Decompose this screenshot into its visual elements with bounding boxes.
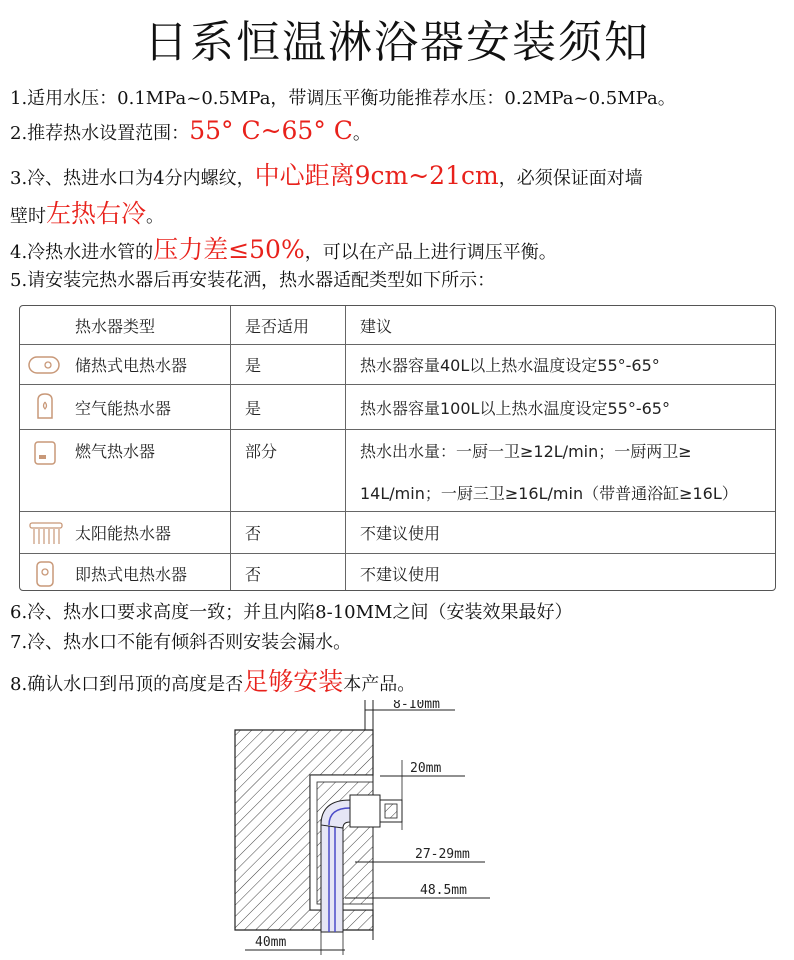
item-3-rest: ，必须保证面对墙: [498, 168, 643, 189]
table-row: [20, 384, 775, 429]
header-type: 热水器类型: [75, 316, 156, 336]
instant-heater-icon: [34, 560, 56, 588]
header-advice: 建议: [360, 316, 393, 336]
header-applicable: 是否适用: [245, 316, 310, 336]
item-8-end: 本产品。: [343, 674, 416, 695]
item-3-cont: [10, 194, 164, 230]
table-row: [20, 429, 775, 511]
applicable-cell: 是: [245, 398, 262, 418]
item-7: 7.冷、热水口不能有倾斜否则安装会漏水。: [10, 632, 352, 653]
table-row: [20, 553, 775, 591]
item-2-label: 2.推荐热水设置范围：: [10, 123, 190, 144]
item-8-text: 确认水口到吊顶的高度是否: [27, 674, 244, 695]
heater-table: [19, 305, 776, 591]
advice-cell: 不建议使用: [360, 524, 441, 543]
dim-2729-label: 27-29mm: [415, 847, 470, 862]
installation-diagram: [225, 700, 505, 958]
table-row: [20, 344, 775, 384]
item-8: [10, 662, 415, 698]
item-5: 5.请安装完热水器后再安装花洒，热水器适配类型如下所示：: [10, 270, 496, 291]
dim-20-label: 20mm: [410, 761, 442, 776]
type-cell: 储热式电热水器: [75, 356, 188, 375]
type-cell: 燃气热水器: [75, 441, 156, 461]
item-3-distance: 中心距离9cm~21cm: [254, 161, 499, 190]
type-cell: 空气能热水器: [75, 398, 172, 418]
item-3-wall: 壁时: [10, 206, 46, 227]
item-2-temp-range: 55° C~65° C: [189, 116, 353, 145]
item-4-pressure: 压力差≤50%: [153, 235, 305, 264]
item-3-label: 3.冷、热进水口为4分内螺纹，: [10, 168, 255, 189]
item-3-end: 。: [146, 206, 165, 227]
table-row: [20, 511, 775, 553]
item-2: [10, 116, 371, 145]
advice-cell: 热水器容量100L以上热水温度设定55°-65°: [360, 398, 670, 418]
item-1: 1.适用水压：0.1MPa~0.5MPa，带调压平衡功能推荐水压：0.2MPa~0.5MPa。: [10, 88, 676, 109]
page-title: 日系恒温淋浴器安装须知: [144, 17, 650, 68]
table-header: [20, 306, 775, 344]
gas-heater-icon: [33, 440, 57, 466]
item-8-num: 8.: [10, 674, 28, 695]
type-cell: 即热式电热水器: [75, 565, 188, 584]
item-4: [10, 230, 557, 266]
dim-485-label: 48.5mm: [420, 883, 467, 898]
advice-cell-line2: 14L/min；一厨三卫≥16L/min（带普通浴缸≥16L）: [360, 483, 738, 503]
item-8-enough: 足够安装: [243, 667, 344, 696]
dim-recess-label: 8-10mm: [393, 700, 440, 712]
applicable-cell: 部分: [245, 441, 278, 461]
item-3-hot-cold: 左热右冷: [46, 199, 147, 228]
item-4-label: 4.冷热水进水管的: [10, 242, 154, 263]
item-4-rest: ，可以在产品上进行调压平衡。: [304, 242, 557, 263]
item-6: 6.冷、热水口要求高度一致；并且内陷8-10MM之间（安装效果最好）: [10, 602, 573, 623]
applicable-cell: 是: [245, 356, 262, 375]
water-pipe: [321, 820, 343, 932]
advice-cell: 热水出水量：一厨一卫≥12L/min；一厨两卫≥: [360, 441, 692, 461]
pipe-fitting: [350, 795, 380, 827]
applicable-cell: 否: [245, 524, 262, 543]
solar-heater-icon: [28, 520, 64, 546]
type-cell: 太阳能热水器: [75, 524, 172, 543]
item-3: [10, 156, 643, 192]
advice-cell: 热水器容量40L以上热水温度设定55°-65°: [360, 356, 660, 375]
item-2-end: 。: [352, 123, 371, 144]
advice-cell: 不建议使用: [360, 565, 441, 584]
heat-pump-icon: [34, 392, 56, 422]
dim-40-label: 40mm: [255, 935, 287, 950]
tank-heater-icon: [28, 354, 62, 376]
applicable-cell: 否: [245, 565, 262, 584]
